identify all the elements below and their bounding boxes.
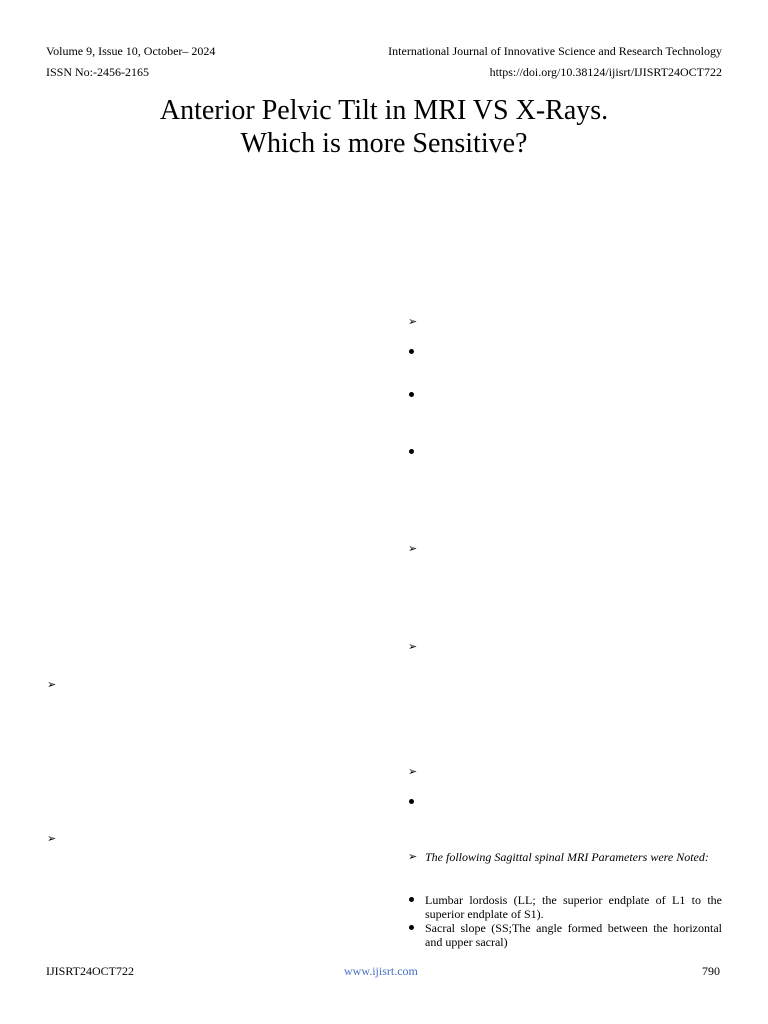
- paper-title-line-1: Anterior Pelvic Tilt in MRI VS X-Rays.: [159, 95, 609, 126]
- mri-parameters-heading: The following Sagittal spinal MRI Parameters were Noted:: [425, 850, 709, 864]
- arrow-bullet-icon: ➢: [408, 851, 418, 863]
- list-item-sacral-slope: Sacral slope (SS;The angle formed between the horizontal and upper sacral): [425, 921, 722, 949]
- arrow-bullet-icon: ➢: [408, 766, 418, 778]
- bullet-dot-icon: [409, 799, 414, 804]
- bullet-dot-icon: [409, 925, 414, 930]
- issn: ISSN No:-2456-2165: [46, 65, 150, 79]
- bullet-dot-icon: [409, 449, 414, 454]
- footer-paper-id: IJISRT24OCT722: [46, 964, 134, 978]
- arrow-bullet-icon: ➢: [408, 641, 418, 653]
- journal-name: International Journal of Innovative Science and Research Technology: [388, 44, 722, 58]
- footer-website-link[interactable]: www.ijisrt.com: [344, 964, 418, 978]
- doi-link[interactable]: https://doi.org/10.38124/ijisrt/IJISRT24OCT722: [489, 65, 722, 79]
- arrow-bullet-icon: ➢: [47, 679, 57, 691]
- list-item-lumbar-lordosis: Lumbar lordosis (LL; the superior endplate of L1 to the superior endplate of S1).: [425, 893, 722, 921]
- footer-page-number: 790: [702, 964, 720, 978]
- bullet-dot-icon: [409, 392, 414, 397]
- arrow-bullet-icon: ➢: [408, 543, 418, 555]
- arrow-bullet-icon: ➢: [408, 316, 418, 328]
- arrow-bullet-icon: ➢: [47, 833, 57, 845]
- bullet-dot-icon: [409, 897, 414, 902]
- bullet-dot-icon: [409, 349, 414, 354]
- paper-title-line-2: Which is more Sensitive?: [240, 128, 528, 159]
- volume-issue: Volume 9, Issue 10, October– 2024: [46, 44, 216, 58]
